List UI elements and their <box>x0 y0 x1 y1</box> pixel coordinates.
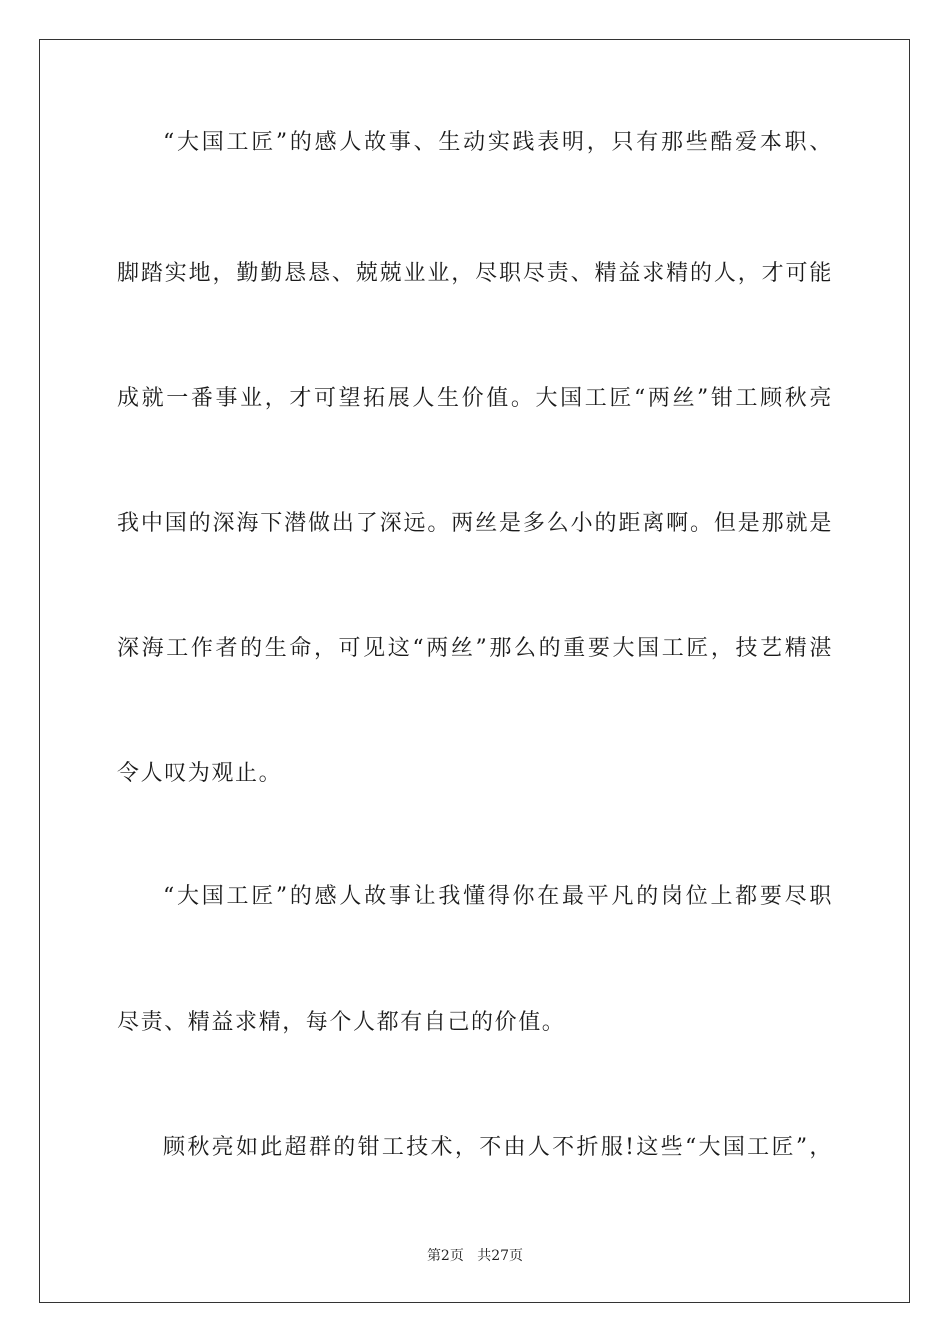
page-total: 共27页 <box>477 1248 524 1264</box>
paragraph-line-3: 成就一番事业，才可望拓展人生价值。大国工匠“两丝”钳工顾秋亮 <box>117 386 833 411</box>
paragraph-line-9: 顾秋亮如此超群的钳工技术，不由人不折服!这些“大国工匠”， <box>163 1135 833 1160</box>
paragraph-line-2: 脚踏实地，勤勤恳恳、兢兢业业，尽职尽责、精益求精的人，才可能 <box>117 261 833 286</box>
paragraph-line-1: “大国工匠”的感人故事、生动实践表明，只有那些酷爱本职、 <box>163 130 833 155</box>
paragraph-line-8: 尽责、精益求精，每个人都有自己的价值。 <box>117 1010 566 1035</box>
page-footer <box>0 1246 950 1266</box>
paragraph-line-6: 令人叹为观止。 <box>117 761 283 786</box>
paragraph-line-7: “大国工匠”的感人故事让我懂得你在最平凡的岗位上都要尽职 <box>163 884 833 909</box>
page-number: 第2页 <box>426 1248 464 1264</box>
paragraph-line-4: 我中国的深海下潜做出了深远。两丝是多么小的距离啊。但是那就是 <box>117 511 833 536</box>
page-border <box>39 39 910 1303</box>
paragraph-line-5: 深海工作者的生命，可见这“两丝”那么的重要大国工匠，技艺精湛 <box>117 636 833 661</box>
